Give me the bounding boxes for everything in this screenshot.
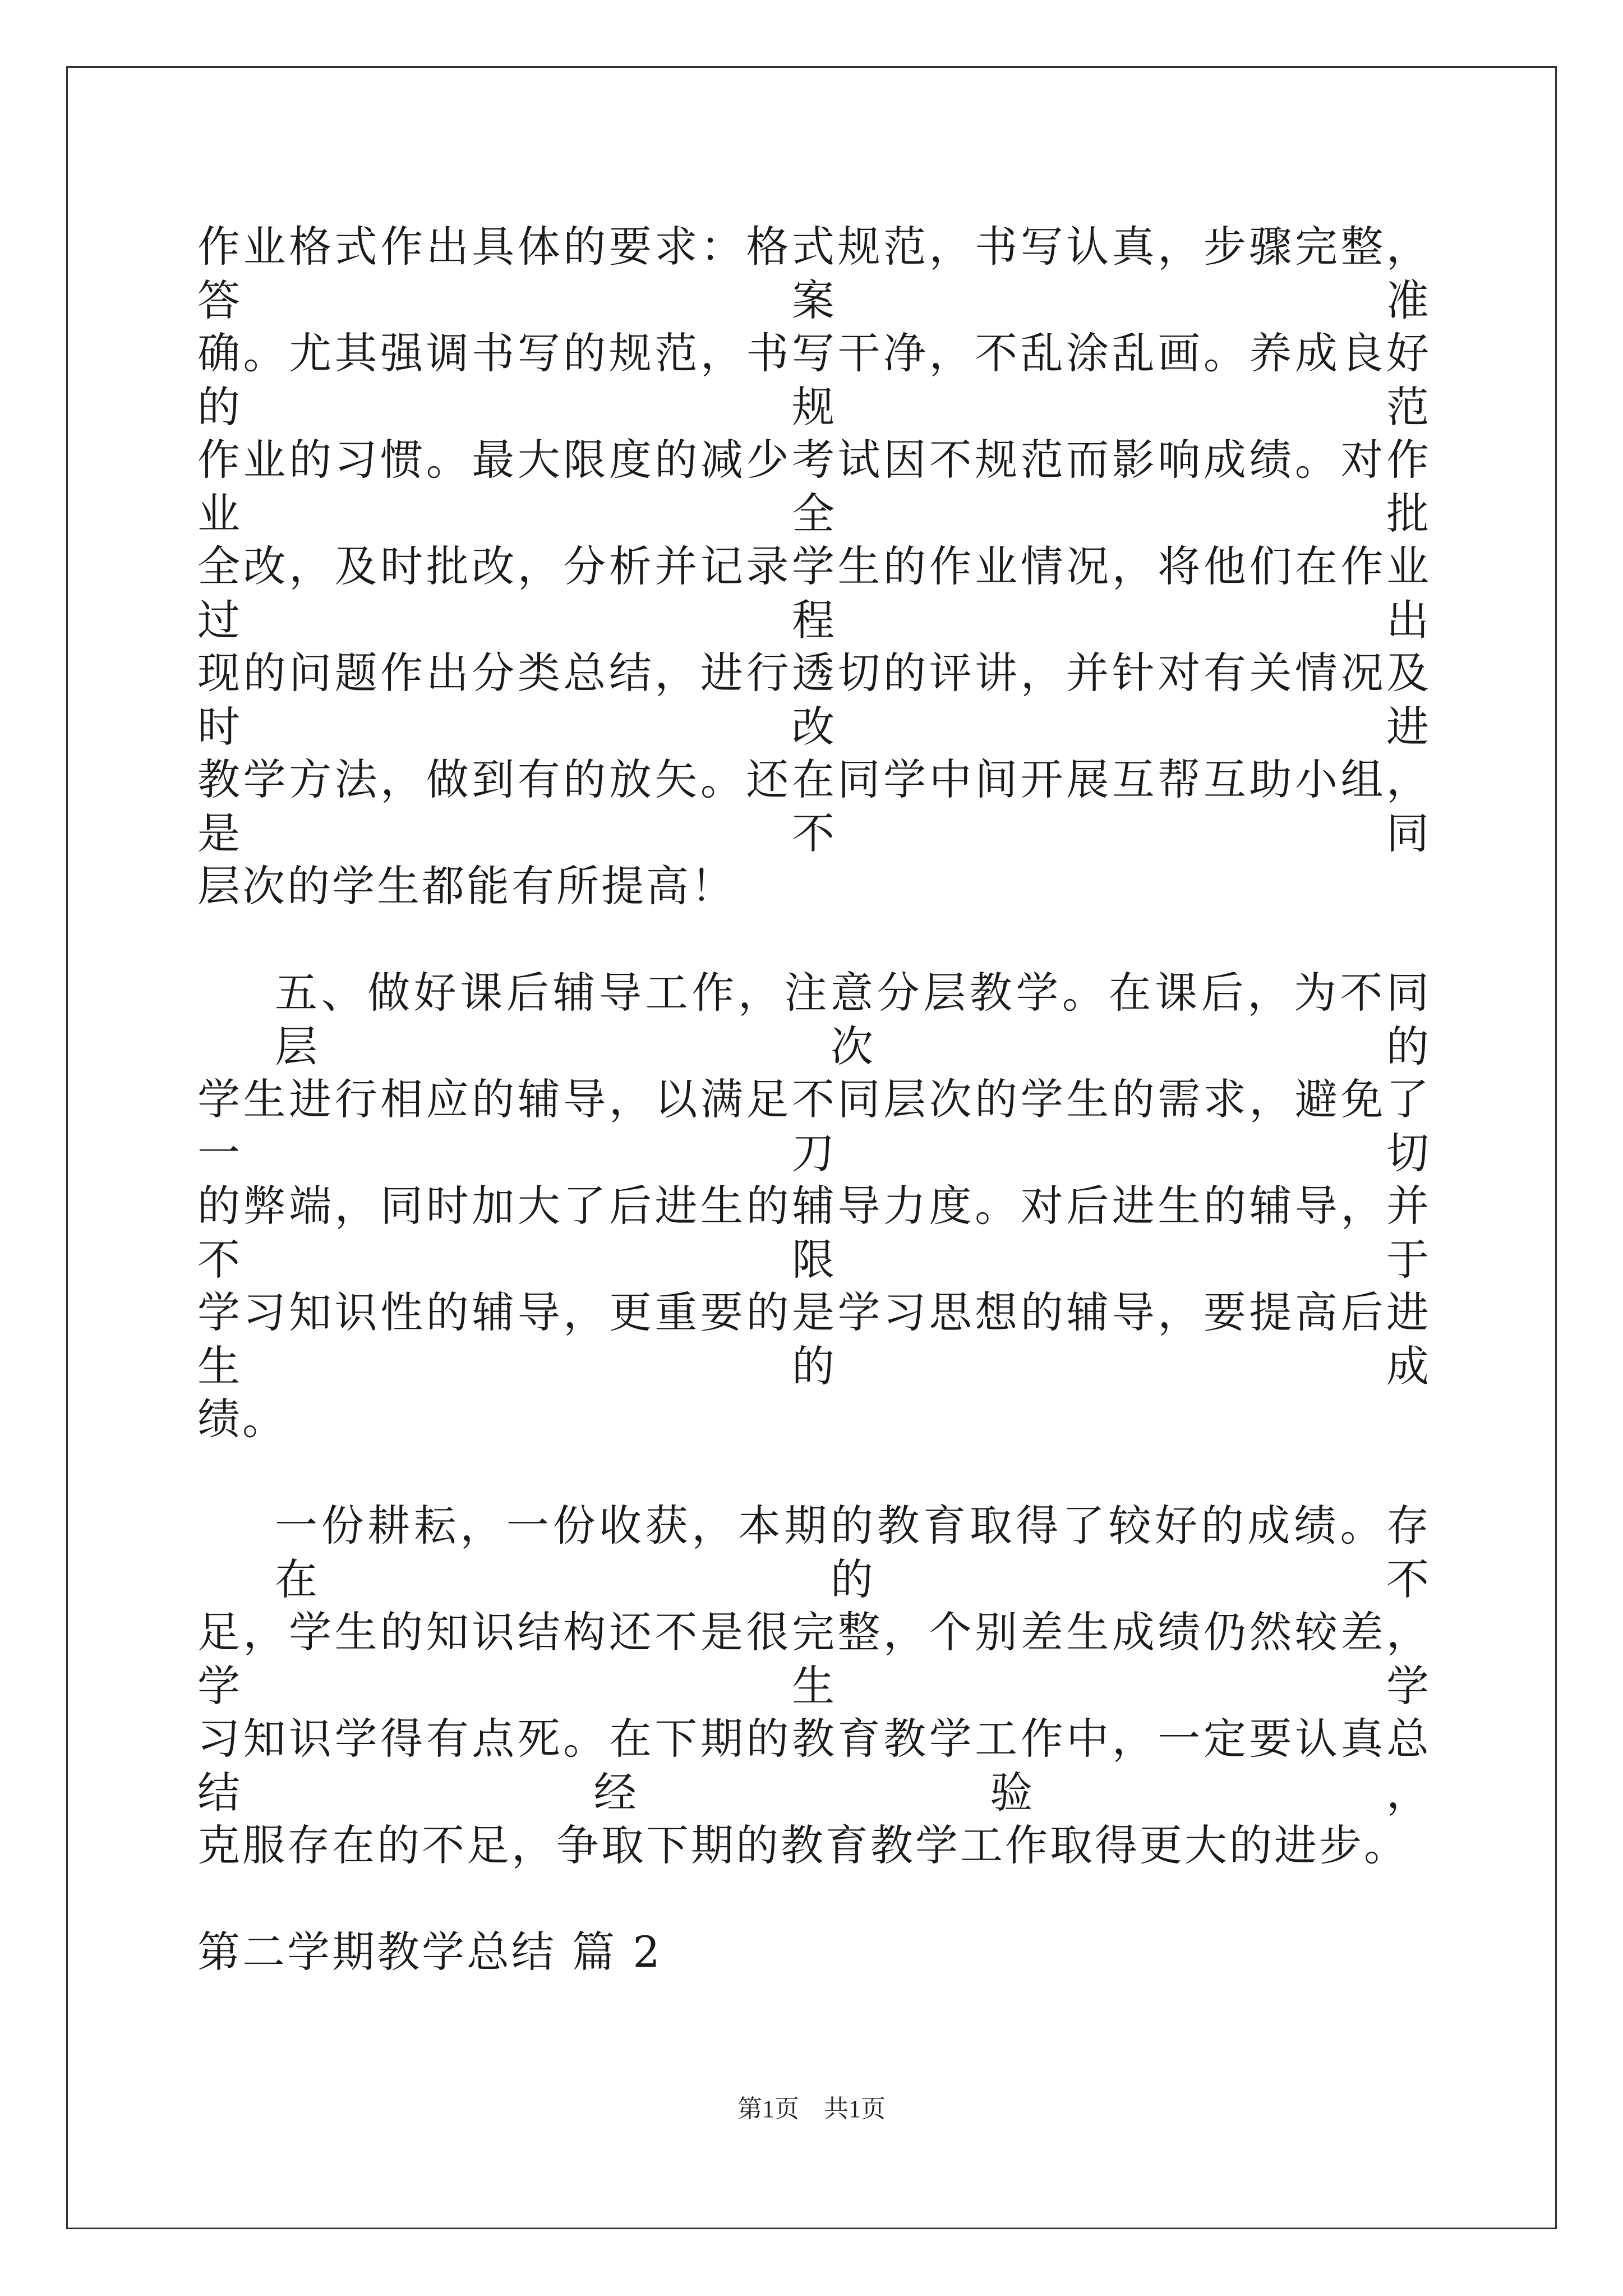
body-line: 作业的习惯。最大限度的减少考试因不规范而影响成绩。对作业全批 — [197, 435, 1431, 539]
body-line: 教学方法，做到有的放矢。还在同学中间开展互帮互助小组，是不同 — [197, 754, 1431, 858]
section-heading: 第二学期教学总结 篇 2 — [197, 1927, 662, 1977]
paragraph-first-line: 一份耕耘，一份收获，本期的教育取得了较好的成绩。存在的不 — [275, 1501, 1431, 1604]
body-line: 绩。 — [197, 1394, 287, 1444]
body-line: 足，学生的知识结构还不是很完整，个别差生成绩仍然较差，学生学 — [197, 1607, 1431, 1711]
body-line: 作业格式作出具体的要求：格式规范，书写认真，步骤完整，答案准 — [197, 222, 1431, 325]
paragraph-first-line: 五、做好课后辅导工作，注意分层教学。在课后，为不同层次的 — [275, 968, 1431, 1071]
body-line: 学习知识性的辅导，更重要的是学习思想的辅导，要提高后进生的成 — [197, 1287, 1431, 1391]
body-line: 的弊端，同时加大了后进生的辅导力度。对后进生的辅导，并不限于 — [197, 1181, 1431, 1285]
body-line: 学生进行相应的辅导，以满足不同层次的学生的需求，避免了一刀切 — [197, 1074, 1431, 1178]
body-line: 习知识学得有点死。在下期的教育教学工作中，一定要认真总结经验， — [197, 1714, 1431, 1818]
body-line: 层次的学生都能有所提高！ — [197, 861, 736, 911]
body-line: 克服存在的不足，争取下期的教育教学工作取得更大的进步。 — [197, 1820, 1409, 1870]
body-line: 全改，及时批改，分析并记录学生的作业情况，将他们在作业过程出 — [197, 541, 1431, 645]
body-line: 现的问题作出分类总结，进行透切的评讲，并针对有关情况及时改进 — [197, 648, 1431, 752]
body-line: 确。尤其强调书写的规范，书写干净，不乱涂乱画。养成良好的规范 — [197, 328, 1431, 432]
page-footer: 第1页 共1页 — [737, 2095, 886, 2123]
